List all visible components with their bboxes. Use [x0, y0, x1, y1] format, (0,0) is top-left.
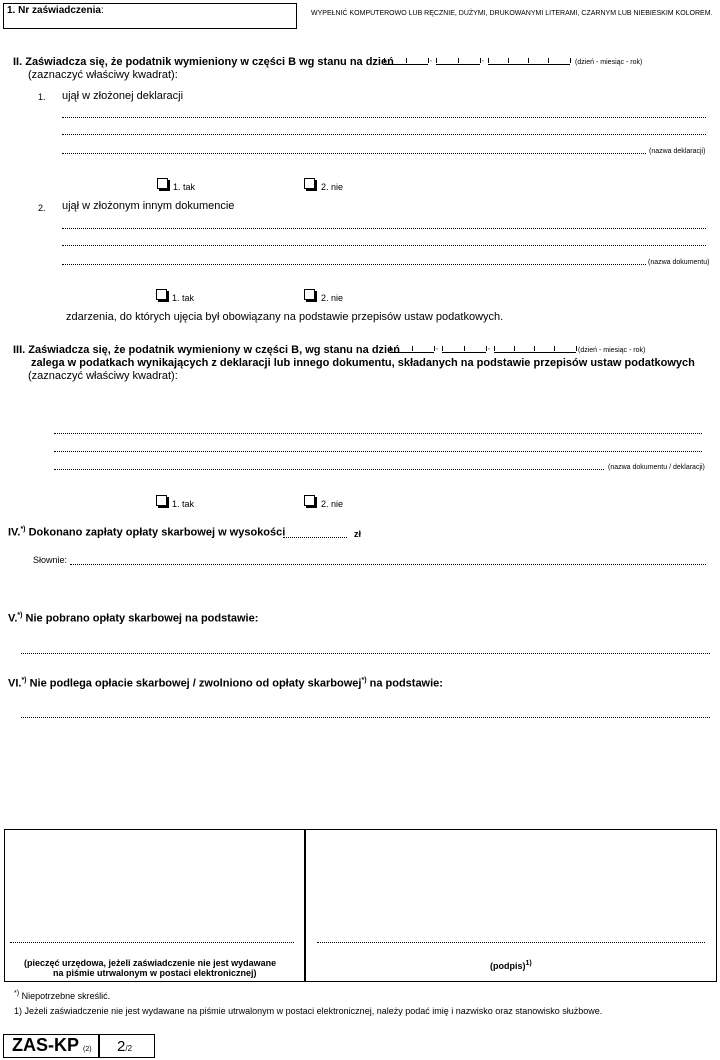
- form-instruction: WYPEŁNIĆ KOMPUTEROWO LUB RĘCZNIE, DUŻYMI, DRUKOWANYMI LITERAMI, CZARNYM LUB NIEBIESKIM KOLOREM.: [311, 10, 713, 17]
- section-2-document-line-3[interactable]: [62, 264, 646, 265]
- section-5-title: V.*) Nie pobrano opłaty skarbowej na podstawie:: [8, 612, 259, 625]
- section-2-item-2-no-label: 2. nie: [321, 293, 344, 303]
- section-2-document-hint: (nazwa dokumentu): [648, 259, 710, 266]
- section-3-document-line-1[interactable]: [54, 433, 702, 434]
- section-3-no-checkbox[interactable]: [304, 495, 315, 506]
- form-id-divider: [98, 1034, 100, 1058]
- section-3-subtitle: (zaznaczyć właściwy kwadrat):: [28, 370, 178, 382]
- form-code: ZAS-KP (2): [12, 1035, 92, 1055]
- section-3-no-label: 2. nie: [321, 499, 344, 509]
- section-2-footer-text: zdarzenia, do których ujęcia był obowiązany na podstawie przepisów ustaw podatkowych.: [66, 311, 504, 323]
- section-2-item-1-yes-checkbox[interactable]: [157, 178, 168, 189]
- section-2-date-field[interactable]: , ,: [384, 58, 570, 66]
- stamp-label-line-2: na piśmie utrwalonym w postaci elektronicznej): [53, 968, 257, 978]
- footnote-2: 1) Jeżeli zaświadczenie nie jest wydawane na piśmie utrwalonym w postaci elektronicznej, należy podać imię i nazwisko oraz stanowisko służbowe.: [14, 1006, 603, 1016]
- footnote-1: *) Niepotrzebne skreślić.: [14, 990, 111, 1001]
- section-4-title: IV.*) Dokonano zapłaty opłaty skarbowej w wysokości: [8, 526, 286, 539]
- stamp-label-line-1: (pieczęć urzędowa, jeżeli zaświadczenie nie jest wydawane: [24, 958, 277, 968]
- section-2-date-hint: (dzień - miesiąc - rok): [575, 59, 643, 66]
- section-5-basis-field[interactable]: [21, 653, 710, 654]
- section-3-date-hint: (dzień - miesiąc - rok): [578, 347, 646, 354]
- signature-divider: [304, 829, 306, 982]
- section-2-subtitle: (zaznaczyć właściwy kwadrat):: [28, 69, 178, 81]
- section-6-title: VI.*) Nie podlega opłacie skarbowej / zwolniono od opłaty skarbowej*) na podstawie:: [8, 677, 443, 690]
- section-3-yes-checkbox[interactable]: [156, 495, 167, 506]
- section-3-document-line-2[interactable]: [54, 451, 702, 452]
- section-6-basis-field[interactable]: [21, 717, 710, 718]
- section-2-item-2-number: 2.: [38, 203, 46, 213]
- section-2-item-2-yes-checkbox[interactable]: [156, 289, 167, 300]
- section-4-words-label: Słownie:: [33, 555, 68, 565]
- section-2-document-line-2[interactable]: [62, 245, 706, 246]
- section-2-declaration-hint: (nazwa deklaracji): [649, 148, 706, 155]
- section-3-document-hint: (nazwa dokumentu / deklaracji): [608, 464, 705, 471]
- section-3-title: III. Zaświadcza się, że podatnik wymieniony w części B, wg stanu na dzień: [13, 344, 400, 356]
- section-2-title: II. Zaświadcza się, że podatnik wymieniony w części B wg stanu na dzień: [13, 56, 394, 68]
- section-2-item-1-yes-label: 1. tak: [173, 182, 196, 192]
- section-2-declaration-line-2[interactable]: [62, 134, 706, 135]
- section-3-date-field[interactable]: , ,: [390, 346, 576, 354]
- section-3-yes-label: 1. tak: [172, 499, 195, 509]
- section-4-words-field[interactable]: [70, 564, 706, 565]
- section-2-document-line-1[interactable]: [62, 228, 706, 229]
- section-3-document-line-3[interactable]: [54, 469, 604, 470]
- section-2-item-2-no-checkbox[interactable]: [304, 289, 315, 300]
- section-2-declaration-line-1[interactable]: [62, 117, 706, 118]
- section-2-item-1-no-label: 2. nie: [321, 182, 344, 192]
- section-2-item-1-no-checkbox[interactable]: [304, 178, 315, 189]
- section-2-declaration-line-3[interactable]: [62, 153, 646, 154]
- page-number: 2/2: [117, 1038, 133, 1055]
- section-2-item-2-yes-label: 1. tak: [172, 293, 195, 303]
- section-2-item-1-text: ujął w złożonej deklaracji: [62, 90, 184, 102]
- nr-zaswiadczenia-label: 1. Nr zaświadczenia:: [7, 5, 104, 16]
- section-2-item-2-text: ujął w złożonym innym dokumencie: [62, 200, 235, 212]
- section-3-line-2: zalega w podatkach wynikających z deklaracji lub innego dokumentu, składanych na podstawie przepisów ustaw podatkowych: [31, 357, 695, 369]
- section-4-currency: zł: [354, 529, 362, 539]
- section-4-amount-field[interactable]: [283, 537, 347, 538]
- stamp-field[interactable]: [10, 942, 294, 943]
- signature-label: (podpis)$^{1)}$: [490, 960, 532, 971]
- section-2-item-1-number: 1.: [38, 92, 46, 102]
- signature-field[interactable]: [317, 942, 705, 943]
